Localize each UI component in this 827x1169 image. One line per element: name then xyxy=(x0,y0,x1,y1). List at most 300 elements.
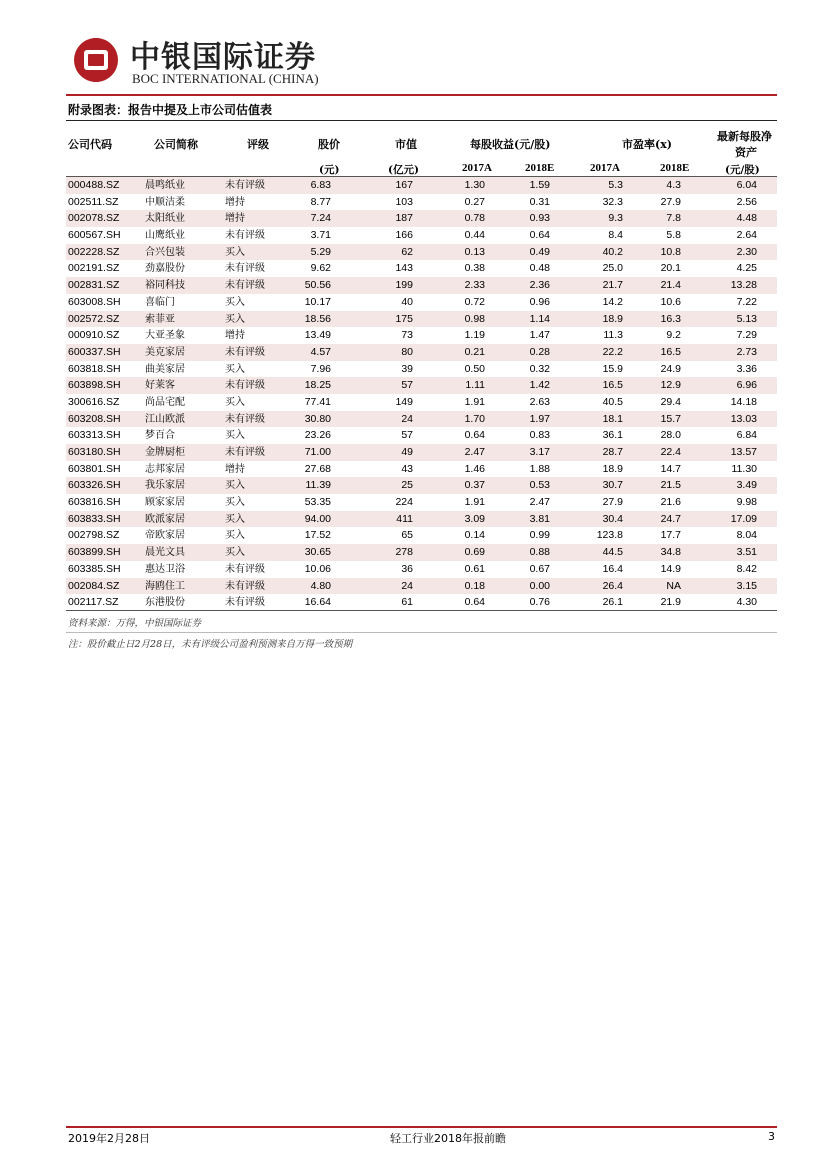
stock-code-cell: 002511.SZ xyxy=(68,195,119,208)
market-cap-cell: 187 xyxy=(395,212,413,225)
stock-code-cell: 603898.SH xyxy=(68,379,121,392)
stock-code-cell: 002117.SZ xyxy=(68,596,119,609)
stock-code-cell: 600337.SH xyxy=(68,345,121,358)
company-name-cell: 裕同科技 xyxy=(145,280,185,292)
eps-2017-cell: 0.50 xyxy=(464,362,485,375)
bps-cell: 4.48 xyxy=(736,212,757,225)
eps-2018-cell: 0.28 xyxy=(529,345,550,358)
pe-2017-cell: 15.9 xyxy=(602,362,623,375)
brand-logo xyxy=(72,36,332,88)
company-name-cell: 大亚圣象 xyxy=(145,330,185,342)
company-name-cell: 曲美家居 xyxy=(145,363,185,375)
eps-2017-cell: 0.72 xyxy=(464,295,485,308)
company-name-cell: 我乐家居 xyxy=(145,480,185,492)
eps-2018-cell: 1.59 xyxy=(529,179,550,191)
eps-2017-cell: 0.64 xyxy=(464,596,485,609)
price-cell: 50.56 xyxy=(304,279,331,292)
bps-cell: 7.22 xyxy=(736,295,757,308)
header-name: 公司简称 xyxy=(154,138,198,151)
eps-2017-cell: 1.11 xyxy=(465,379,485,392)
stock-code-cell: 000910.SZ xyxy=(68,329,120,342)
table-row xyxy=(66,527,777,544)
company-name-cell: 晨光文具 xyxy=(145,547,185,559)
rating-cell: 买入 xyxy=(225,313,245,325)
stock-code-cell: 603208.SH xyxy=(68,412,121,425)
stock-code-cell: 603326.SH xyxy=(68,479,121,492)
pe-2018-cell: 14.9 xyxy=(660,562,681,575)
price-cell: 94.00 xyxy=(304,512,331,525)
stock-code-cell: 002572.SZ xyxy=(68,312,120,325)
table-row xyxy=(66,411,777,428)
rating-cell: 增持 xyxy=(225,213,245,225)
pe-2018-cell: 16.5 xyxy=(660,345,681,358)
pe-2017-cell: 28.7 xyxy=(602,446,623,458)
price-cell: 71.00 xyxy=(304,446,331,458)
stock-code-cell: 002078.SZ xyxy=(68,212,120,225)
price-cell: 11.39 xyxy=(305,479,331,492)
rating-cell: 买入 xyxy=(225,530,245,542)
price-cell: 5.29 xyxy=(310,245,331,258)
rating-cell: 未有评级 xyxy=(225,597,265,609)
pe-2018-cell: 17.7 xyxy=(660,529,681,542)
table-row xyxy=(66,361,777,378)
market-cap-cell: 167 xyxy=(395,179,413,191)
market-cap-cell: 25 xyxy=(401,479,413,492)
pe-2017-cell: 26.4 xyxy=(602,579,623,592)
eps-2017-cell: 1.91 xyxy=(464,395,485,408)
eps-2017-cell: 2.47 xyxy=(464,446,485,458)
market-cap-cell: 57 xyxy=(401,429,413,442)
price-cell: 53.35 xyxy=(304,496,331,509)
market-cap-cell: 61 xyxy=(401,596,413,609)
company-name-cell: 合兴包装 xyxy=(145,246,185,258)
eps-2018-cell: 0.67 xyxy=(529,562,550,575)
rating-cell: 未有评级 xyxy=(225,563,265,575)
pe-2017-cell: 30.7 xyxy=(602,479,623,492)
header-bps-unit: (元/股) xyxy=(725,164,760,176)
header-bps-line1: 最新每股净 xyxy=(717,130,772,143)
market-cap-cell: 143 xyxy=(395,262,413,275)
rating-cell: 未有评级 xyxy=(225,263,265,275)
eps-2018-cell: 1.47 xyxy=(529,329,550,342)
price-cell: 77.41 xyxy=(304,395,331,408)
eps-2018-cell: 1.88 xyxy=(529,462,550,475)
title-divider xyxy=(66,120,777,121)
company-name-cell: 中顺洁柔 xyxy=(145,196,185,208)
header-mcap-unit: (亿元) xyxy=(388,164,419,176)
remark-note: 注：股价截止日2月28日，未有评级公司盈利预测来自万得一致预期 xyxy=(68,639,353,650)
market-cap-cell: 175 xyxy=(395,312,413,325)
stock-code-cell: 002831.SZ xyxy=(68,279,120,292)
header-mcap: 市值 xyxy=(395,138,417,151)
pe-2017-cell: 36.1 xyxy=(602,429,623,442)
eps-2017-cell: 0.13 xyxy=(464,245,485,258)
market-cap-cell: 62 xyxy=(401,245,413,258)
price-cell: 18.56 xyxy=(304,312,331,325)
header-price-unit: (元) xyxy=(319,164,340,176)
pe-2018-cell: 22.4 xyxy=(660,446,681,458)
pe-2017-cell: 5.3 xyxy=(608,179,623,191)
eps-2018-cell: 3.17 xyxy=(529,446,550,458)
stock-code-cell: 603833.SH xyxy=(68,512,121,525)
bps-cell: 2.30 xyxy=(736,245,757,258)
table-row xyxy=(66,477,777,494)
eps-2017-cell: 3.09 xyxy=(464,512,485,525)
bps-cell: 3.15 xyxy=(736,579,757,592)
rating-cell: 买入 xyxy=(225,480,245,492)
pe-2017-cell: 11.3 xyxy=(603,329,623,342)
eps-2017-cell: 1.91 xyxy=(464,496,485,509)
table-row xyxy=(66,244,777,261)
price-cell: 3.71 xyxy=(310,229,331,242)
market-cap-cell: 43 xyxy=(401,462,413,475)
company-name-cell: 帝欧家居 xyxy=(145,530,185,542)
rating-cell: 买入 xyxy=(225,497,245,509)
bps-cell: 14.18 xyxy=(730,395,757,408)
stock-code-cell: 002191.SZ xyxy=(68,262,120,275)
eps-2017-cell: 1.19 xyxy=(464,329,485,342)
header-bps-line2: 资产 xyxy=(735,146,757,159)
eps-2017-cell: 0.44 xyxy=(464,229,485,242)
bps-cell: 6.04 xyxy=(736,179,757,191)
market-cap-cell: 39 xyxy=(401,362,413,375)
header-rating: 评级 xyxy=(247,138,269,151)
company-name-cell: 山鹰纸业 xyxy=(145,230,185,242)
footer-date: 2019年2月28日 xyxy=(68,1132,150,1145)
company-name-cell: 金牌厨柜 xyxy=(145,447,185,458)
header-pe-2017: 2017A xyxy=(590,162,620,174)
price-cell: 4.57 xyxy=(310,345,331,358)
market-cap-cell: 24 xyxy=(401,412,413,425)
bps-cell: 6.96 xyxy=(736,379,757,392)
header-code: 公司代码 xyxy=(68,138,112,151)
eps-2018-cell: 2.36 xyxy=(529,279,550,292)
page-number: 3 xyxy=(768,1130,775,1143)
bps-cell: 9.98 xyxy=(736,496,757,509)
pe-2018-cell: 29.4 xyxy=(660,395,681,408)
bps-cell: 17.09 xyxy=(730,512,757,525)
price-cell: 10.17 xyxy=(304,295,331,308)
rating-cell: 买入 xyxy=(225,296,245,308)
eps-2017-cell: 0.78 xyxy=(464,212,485,225)
company-name-cell: 美克家居 xyxy=(145,346,185,358)
eps-2017-cell: 0.18 xyxy=(464,579,485,592)
table-row xyxy=(66,260,777,277)
stock-code-cell: 603801.SH xyxy=(68,462,121,475)
pe-2017-cell: 26.1 xyxy=(602,596,623,609)
market-cap-cell: 57 xyxy=(401,379,413,392)
price-cell: 13.49 xyxy=(304,329,331,342)
stock-code-cell: 002084.SZ xyxy=(68,579,120,592)
pe-2018-cell: 4.3 xyxy=(666,179,681,191)
header-eps: 每股收益(元/股) xyxy=(470,138,551,151)
header-eps-2018: 2018E xyxy=(525,162,555,174)
eps-2018-cell: 0.00 xyxy=(529,579,550,592)
eps-2017-cell: 1.70 xyxy=(464,412,485,425)
price-cell: 18.25 xyxy=(304,379,331,392)
table-row xyxy=(66,444,777,461)
eps-2017-cell: 0.37 xyxy=(464,479,485,492)
eps-2017-cell: 0.61 xyxy=(464,562,485,575)
company-name-cell: 惠达卫浴 xyxy=(145,563,185,575)
eps-2018-cell: 0.48 xyxy=(529,262,550,275)
pe-2018-cell: 9.2 xyxy=(666,329,681,342)
brand-name-cn: 中银国际证券 xyxy=(130,40,316,75)
company-name-cell: 好莱客 xyxy=(145,380,175,392)
bps-cell: 8.42 xyxy=(736,562,757,575)
company-name-cell: 欧派家居 xyxy=(145,513,185,525)
pe-2018-cell: 5.8 xyxy=(666,229,681,242)
table-row xyxy=(66,327,777,344)
rating-cell: 买入 xyxy=(225,547,245,559)
eps-2018-cell: 0.83 xyxy=(529,429,550,442)
eps-2017-cell: 0.98 xyxy=(464,312,485,325)
table-row xyxy=(66,594,777,611)
rating-cell: 增持 xyxy=(225,196,245,208)
price-cell: 7.24 xyxy=(310,212,331,225)
stock-code-cell: 603313.SH xyxy=(68,429,121,442)
eps-2018-cell: 0.53 xyxy=(529,479,550,492)
pe-2017-cell: 123.8 xyxy=(596,529,623,542)
eps-2018-cell: 0.93 xyxy=(529,212,550,225)
market-cap-cell: 49 xyxy=(401,446,413,458)
market-cap-cell: 411 xyxy=(396,512,413,525)
price-cell: 8.77 xyxy=(310,195,331,208)
bps-cell: 8.04 xyxy=(736,529,757,542)
company-name-cell: 东港股份 xyxy=(145,597,185,609)
rating-cell: 未有评级 xyxy=(225,413,265,425)
table-row xyxy=(66,377,777,394)
stock-code-cell: 603816.SH xyxy=(68,496,121,509)
bps-cell: 4.30 xyxy=(736,596,757,609)
pe-2018-cell: 24.7 xyxy=(660,512,681,525)
pe-2018-cell: 21.4 xyxy=(660,279,681,292)
table-row xyxy=(66,227,777,244)
company-name-cell: 喜临门 xyxy=(145,296,175,308)
pe-2017-cell: 44.5 xyxy=(602,546,623,559)
rating-cell: 增持 xyxy=(225,330,245,342)
table-row xyxy=(66,494,777,511)
pe-2018-cell: 28.0 xyxy=(660,429,681,442)
company-name-cell: 劲嘉股份 xyxy=(145,263,185,275)
market-cap-cell: 36 xyxy=(401,562,413,575)
table-row xyxy=(66,194,777,211)
bps-cell: 6.84 xyxy=(736,429,757,442)
brand-name-en: BOC INTERNATIONAL (CHINA) xyxy=(132,71,319,86)
eps-2018-cell: 1.42 xyxy=(529,379,550,392)
price-cell: 4.80 xyxy=(310,579,331,592)
market-cap-cell: 24 xyxy=(401,579,413,592)
rating-cell: 未有评级 xyxy=(225,380,265,392)
pe-2018-cell: 34.8 xyxy=(660,546,681,559)
pe-2018-cell: 14.7 xyxy=(660,462,681,475)
table-row xyxy=(66,427,777,444)
stock-code-cell: 603818.SH xyxy=(68,362,121,375)
rating-cell: 买入 xyxy=(225,246,245,258)
pe-2018-cell: 16.3 xyxy=(660,312,681,325)
market-cap-cell: 80 xyxy=(401,345,413,358)
eps-2018-cell: 0.64 xyxy=(529,229,550,242)
table-row xyxy=(66,277,777,294)
company-name-cell: 尚品宅配 xyxy=(145,396,185,408)
stock-code-cell: 300616.SZ xyxy=(68,395,120,408)
pe-2017-cell: 8.4 xyxy=(608,229,623,242)
eps-2017-cell: 1.46 xyxy=(464,462,485,475)
market-cap-cell: 199 xyxy=(395,279,413,292)
market-cap-cell: 149 xyxy=(395,395,413,408)
pe-2017-cell: 21.7 xyxy=(602,279,623,292)
bps-cell: 4.25 xyxy=(736,262,757,275)
rating-cell: 增持 xyxy=(225,463,245,475)
price-cell: 27.68 xyxy=(304,462,331,475)
bps-cell: 11.30 xyxy=(731,462,757,475)
pe-2017-cell: 16.4 xyxy=(602,562,623,575)
eps-2018-cell: 0.99 xyxy=(529,529,550,542)
price-cell: 23.26 xyxy=(304,429,331,442)
price-cell: 10.06 xyxy=(304,562,331,575)
price-cell: 30.65 xyxy=(304,546,331,559)
pe-2018-cell: NA xyxy=(666,579,681,592)
market-cap-cell: 166 xyxy=(395,229,413,242)
stock-code-cell: 603180.SH xyxy=(68,446,121,458)
stock-code-cell: 603899.SH xyxy=(68,546,121,559)
table-title: 附录图表：报告中提及上市公司估值表 xyxy=(68,103,273,117)
eps-2018-cell: 0.31 xyxy=(529,195,550,208)
pe-2017-cell: 18.1 xyxy=(602,412,623,425)
pe-2018-cell: 27.9 xyxy=(660,195,681,208)
table-row xyxy=(66,578,777,595)
footer-title: 轻工行业2018年报前瞻 xyxy=(390,1132,506,1145)
eps-2018-cell: 2.47 xyxy=(529,496,550,509)
table-row xyxy=(66,294,777,311)
eps-2018-cell: 0.96 xyxy=(529,295,550,308)
rating-cell: 买入 xyxy=(225,513,245,525)
eps-2017-cell: 0.14 xyxy=(464,529,485,542)
valuation-table-body xyxy=(66,177,777,611)
eps-2018-cell: 0.76 xyxy=(529,596,550,609)
eps-2017-cell: 0.69 xyxy=(464,546,485,559)
stock-code-cell: 600567.SH xyxy=(68,229,121,242)
eps-2018-cell: 2.63 xyxy=(529,395,550,408)
pe-2017-cell: 30.4 xyxy=(602,512,623,525)
pe-2017-cell: 22.2 xyxy=(602,345,623,358)
market-cap-cell: 224 xyxy=(395,496,413,509)
eps-2017-cell: 0.64 xyxy=(464,429,485,442)
company-name-cell: 顾家家居 xyxy=(145,497,185,509)
table-row xyxy=(66,511,777,528)
price-cell: 17.52 xyxy=(304,529,331,542)
header-pe-2018: 2018E xyxy=(660,162,690,174)
table-row xyxy=(66,344,777,361)
eps-2018-cell: 1.97 xyxy=(529,412,550,425)
bps-cell: 5.13 xyxy=(736,312,757,325)
header-pe: 市盈率(x) xyxy=(622,138,672,151)
eps-2018-cell: 3.81 xyxy=(529,512,550,525)
table-row xyxy=(66,461,777,478)
table-row xyxy=(66,311,777,328)
stock-code-cell: 603385.SH xyxy=(68,562,121,575)
pe-2018-cell: 21.5 xyxy=(660,479,681,492)
eps-2018-cell: 0.49 xyxy=(529,245,550,258)
bps-cell: 13.57 xyxy=(730,446,757,458)
market-cap-cell: 65 xyxy=(401,529,413,542)
pe-2018-cell: 12.9 xyxy=(660,379,681,392)
pe-2017-cell: 27.9 xyxy=(602,496,623,509)
bps-cell: 2.73 xyxy=(736,345,757,358)
pe-2017-cell: 16.5 xyxy=(602,379,623,392)
price-cell: 6.83 xyxy=(310,179,331,191)
pe-2018-cell: 15.7 xyxy=(660,412,681,425)
pe-2018-cell: 21.9 xyxy=(660,596,681,609)
table-bottom-rule xyxy=(66,610,777,611)
table-row xyxy=(66,210,777,227)
bps-cell: 13.28 xyxy=(730,279,757,292)
rating-cell: 买入 xyxy=(225,430,245,442)
pe-2017-cell: 32.3 xyxy=(602,195,623,208)
pe-2018-cell: 10.6 xyxy=(660,295,681,308)
pe-2017-cell: 18.9 xyxy=(602,462,623,475)
price-cell: 9.62 xyxy=(310,262,331,275)
source-note: 资料来源：万得，中银国际证券 xyxy=(68,618,202,629)
price-cell: 7.96 xyxy=(310,362,331,375)
rating-cell: 未有评级 xyxy=(225,580,265,592)
rating-cell: 未有评级 xyxy=(225,346,265,358)
bps-cell: 7.29 xyxy=(736,329,757,342)
market-cap-cell: 103 xyxy=(395,195,413,208)
header-eps-2017: 2017A xyxy=(462,162,492,174)
eps-2017-cell: 0.38 xyxy=(464,262,485,275)
company-name-cell: 晨鸣纸业 xyxy=(145,180,185,191)
pe-2017-cell: 9.3 xyxy=(608,212,623,225)
pe-2018-cell: 7.8 xyxy=(666,212,681,225)
company-name-cell: 梦百合 xyxy=(145,430,175,442)
bps-cell: 3.49 xyxy=(736,479,757,492)
pe-2018-cell: 20.1 xyxy=(660,262,681,275)
stock-code-cell: 002798.SZ xyxy=(68,529,120,542)
company-name-cell: 海鸥住工 xyxy=(145,580,185,592)
header-divider xyxy=(66,94,777,96)
company-name-cell: 志邦家居 xyxy=(145,463,185,475)
pe-2017-cell: 14.2 xyxy=(602,295,623,308)
pe-2017-cell: 18.9 xyxy=(602,312,623,325)
price-cell: 30.80 xyxy=(304,412,331,425)
stock-code-cell: 002228.SZ xyxy=(68,245,120,258)
rating-cell: 未有评级 xyxy=(225,280,265,292)
eps-2018-cell: 0.88 xyxy=(529,546,550,559)
table-row xyxy=(66,544,777,561)
stock-code-cell: 000488.SZ xyxy=(68,179,120,191)
boc-logo-icon xyxy=(72,36,120,84)
pe-2018-cell: 10.8 xyxy=(660,245,681,258)
pe-2017-cell: 25.0 xyxy=(602,262,623,275)
pe-2018-cell: 21.6 xyxy=(660,496,681,509)
rating-cell: 买入 xyxy=(225,363,245,375)
company-name-cell: 太阳纸业 xyxy=(145,213,185,225)
note-divider xyxy=(66,632,777,633)
bps-cell: 2.56 xyxy=(736,195,757,208)
bps-cell: 3.36 xyxy=(736,362,757,375)
eps-2017-cell: 2.33 xyxy=(464,279,485,292)
price-cell: 16.64 xyxy=(304,596,331,609)
pe-2018-cell: 24.9 xyxy=(660,362,681,375)
eps-2017-cell: 0.21 xyxy=(464,345,485,358)
bps-cell: 3.51 xyxy=(736,546,757,559)
pe-2017-cell: 40.5 xyxy=(602,395,623,408)
eps-2018-cell: 0.32 xyxy=(529,362,550,375)
bps-cell: 13.03 xyxy=(730,412,757,425)
bps-cell: 2.64 xyxy=(736,229,757,242)
table-row xyxy=(66,561,777,578)
